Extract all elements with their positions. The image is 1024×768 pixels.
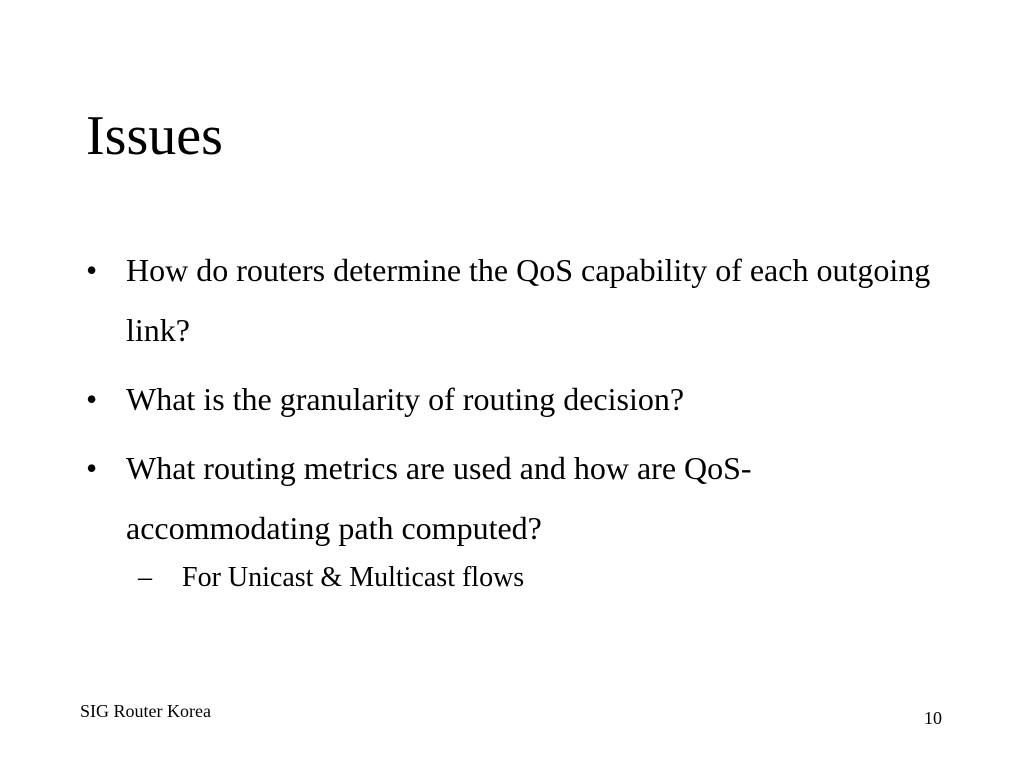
bullet-list	[86, 240, 946, 607]
bullet-marker: •	[86, 252, 98, 288]
footer-presenter: SIG Router Korea	[80, 701, 211, 721]
sub-bullet-list	[126, 558, 946, 598]
bullet-text: How do routers determine the QoS capability of each outgoing link?	[126, 252, 931, 348]
bullet-marker: •	[86, 450, 98, 486]
bullet-item	[86, 369, 946, 429]
sub-bullet-item	[138, 558, 946, 598]
bullet-item	[86, 438, 946, 598]
bullet-marker: •	[86, 381, 98, 417]
sub-bullet-marker: –	[138, 562, 152, 593]
sub-bullet-text: For Unicast & Multicast flows	[182, 562, 525, 593]
slide-title: Issues	[86, 105, 223, 167]
bullet-text: What is the granularity of routing decision?	[126, 381, 685, 417]
bullet-text: What routing metrics are used and how are QoS-accommodating path computed?	[126, 450, 752, 546]
page-number: 10	[924, 708, 942, 728]
bullet-item	[86, 240, 946, 360]
